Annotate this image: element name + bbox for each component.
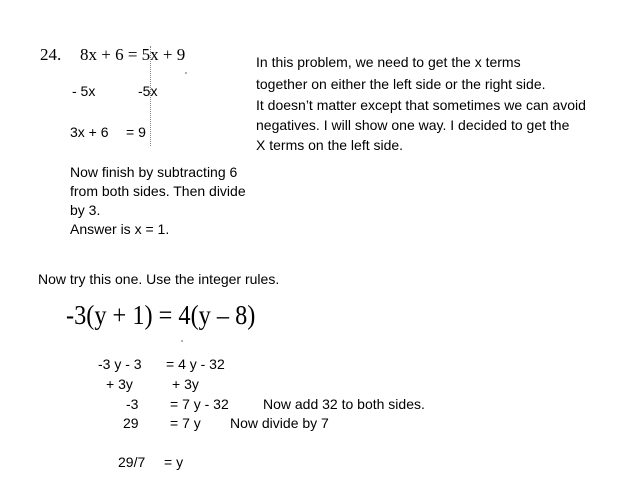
solution-left: 29/7 xyxy=(118,454,146,470)
problem-equation: 8x + 6 = 5x + 9 xyxy=(80,45,186,64)
result-equals: = 9 xyxy=(126,124,146,140)
solution-right: = y xyxy=(164,454,184,470)
solution-note: Now add 32 to both sides. xyxy=(263,396,425,412)
subtract-right: -5x xyxy=(138,83,158,99)
scan-speck xyxy=(181,340,183,342)
result-left: 3x + 6 xyxy=(70,124,109,140)
solution-right: = 4 y - 32 xyxy=(166,356,225,372)
explanation-line: In this problem, we need to get the x terms xyxy=(256,54,521,70)
problem-number: 24. xyxy=(40,45,62,64)
finish-line: from both sides. Then divide xyxy=(70,183,246,199)
solution-right: = 7 y xyxy=(170,415,201,431)
finish-line: Now finish by subtracting 6 xyxy=(70,164,238,180)
answer-line: Answer is x = 1. xyxy=(70,221,170,237)
explanation-line: negatives. I will show one way. I decided to get the xyxy=(256,117,570,133)
scan-speck xyxy=(185,72,187,74)
explanation-line: It doesn’t matter except that sometimes we can avoid xyxy=(256,97,586,113)
solution-right: = 7 y - 32 xyxy=(170,396,229,412)
problem2-equation: -3(y + 1) = 4(y – 8) xyxy=(66,300,256,330)
explanation-line: together on either the left side or the right side. xyxy=(256,76,546,92)
solution-right: + 3y xyxy=(172,376,199,392)
explanation-line: X terms on the left side. xyxy=(256,137,404,153)
try-prompt: Now try this one. Use the integer rules. xyxy=(38,271,280,287)
solution-left: 29 xyxy=(123,415,139,431)
subtract-left: - 5x xyxy=(72,83,96,99)
solution-left: -3 y - 3 xyxy=(98,356,142,372)
solution-left: + 3y xyxy=(106,376,133,392)
finish-line: by 3. xyxy=(70,202,101,218)
solution-note: Now divide by 7 xyxy=(230,415,329,431)
solution-left: -3 xyxy=(126,396,139,412)
